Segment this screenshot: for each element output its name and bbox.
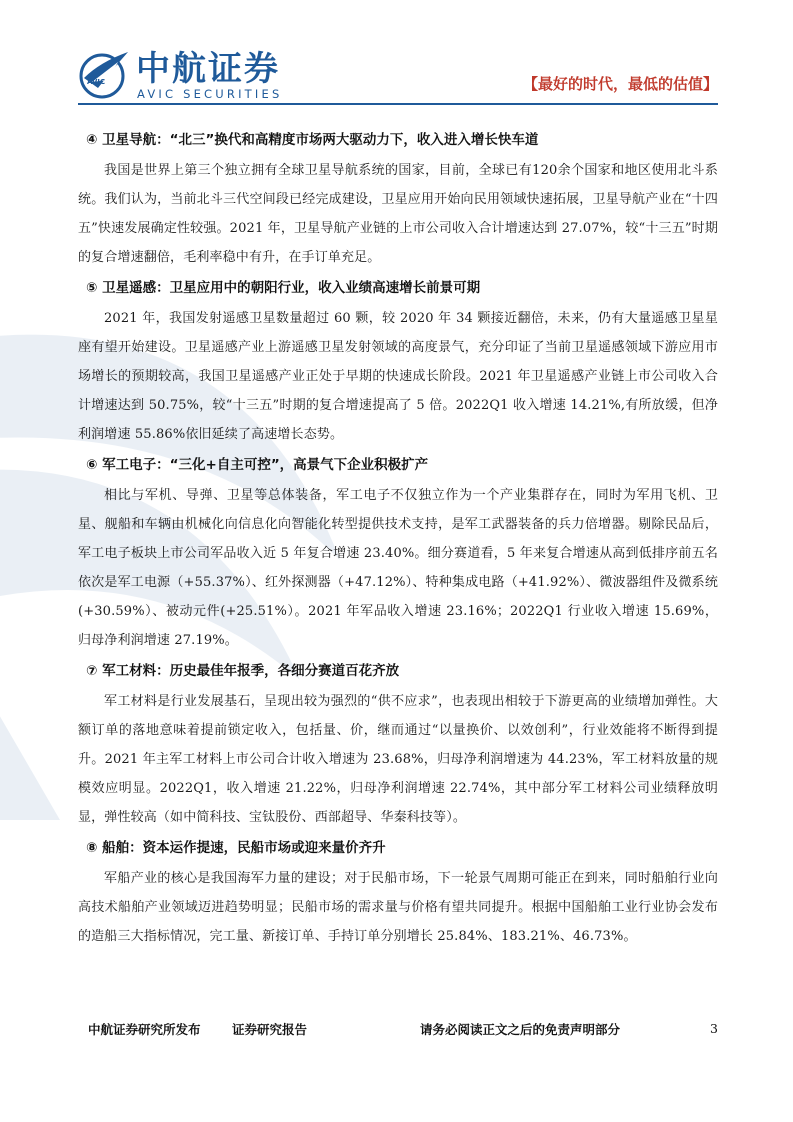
- section-satellite-remote-sensing: [78, 278, 718, 449]
- footer-disclaimer: 请务必阅读正文之后的免责声明部分: [420, 1022, 621, 1037]
- section-paragraph: 2021 年，我国发射遥感卫星数量超过 60 颗，较 2020 年 34 颗接近翻倍，未来，仍有大量遥感卫星星座有望开始建设。卫星遥感产业上游遥感卫星发射领域的高度景气，充分印证了当前卫星遥感领域下游应用市场增长的预期较高，我国卫星遥感产业正处于早期的快速成长阶段。2021 年卫星遥感产业链上市公司收入合计增速达到 50.75%，较“十三五”时期的复合增速提高了 5 倍。2022Q1 收入增速 14.21%,有所放缓，但净利润增速 55.86%依旧延续了高速增长态势。: [78, 311, 718, 442]
- page-header: [78, 48, 718, 104]
- footer-report-type: 证券研究报告: [232, 1022, 308, 1037]
- section-title: ⑧ 船舶：资本运作提速，民船市场或迎来量价齐升: [86, 840, 386, 856]
- section-satellite-navigation: [78, 130, 718, 272]
- brand-name-en: AVIC SECURITIES: [137, 87, 283, 101]
- section-title: ④ 卫星导航：“北三”换代和高精度市场两大驱动力下，收入进入增长快车道: [86, 132, 539, 148]
- header-divider: [78, 103, 718, 105]
- section-paragraph: 军工材料是行业发展基石，呈现出较为强烈的“供不应求”，也表现出相较于下游更高的业绩增加弹性。大额订单的落地意味着提前锁定收入，包括量、价，继而通过“以量换价、以效创利”，行业效能将不断得到提升。2021 年主军工材料上市公司合计收入增速为 23.68%，归母净利润增速为 44.23%，军工材料放量的规模效应明显。2022Q1，收入增速 21.22%，归母净利润增速 22.74%，其中部分军工材料公司业绩释放明显，弹性较高（如中简科技、宝钛股份、西部超导、华秦科技等）。: [78, 694, 718, 825]
- section-paragraph: 军船产业的核心是我国海军力量的建设；对于民船市场，下一轮景气周期可能正在到来，同时船舶行业向高技术船舶产业领域迈进趋势明显；民船市场的需求量与价格有望共同提升。根据中国船舶工业行业协会发布的造船三大指标情况，完工量、新接订单、手持订单分别增长 25.84%、183.21%、46.73%。: [78, 871, 718, 944]
- avic-logo-icon: [78, 48, 130, 100]
- page-number: 3: [710, 1021, 718, 1036]
- section-title: ⑤ 卫星遥感：卫星应用中的朝阳行业，收入业绩高速增长前景可期: [86, 280, 481, 296]
- logo-text: AVIC: [87, 78, 106, 86]
- section-military-materials: [78, 661, 718, 832]
- header-slogan: 【最好的时代，最低的估值】: [522, 75, 718, 93]
- section-military-electronics: [78, 455, 718, 655]
- page-footer: [88, 1020, 718, 1040]
- section-paragraph: 相比与军机、导弹、卫星等总体装备，军工电子不仅独立作为一个产业集群存在，同时为军用飞机、卫星、舰船和车辆由机械化向信息化向智能化转型提供技术支持，是军工武器装备的兵力倍增器。剔除民品后，军工电子板块上市公司军品收入近 5 年复合增速 23.40%。细分赛道看，5 年来复合增速从高到低排序前五名依次是军工电源（+55.37%）、红外探测器（+47.12%）、特种集成电路（+41.92%）、微波器组件及微系统(+30.59%）、被动元件(+25.51%）。2021 年军品收入增速 23.16%；2022Q1 行业收入增速 15.69%，归母净利润增速 27.19%。: [78, 488, 718, 648]
- brand-name-cn: 中航证券: [136, 49, 280, 89]
- report-body: [78, 130, 718, 957]
- footer-publisher: 中航证券研究所发布: [88, 1022, 201, 1037]
- section-title: ⑥ 军工电子：“三化+自主可控”，高景气下企业积极扩产: [86, 457, 429, 473]
- section-title: ⑦ 军工材料：历史最佳年报季，各细分赛道百花齐放: [86, 663, 400, 679]
- section-shipbuilding: [78, 838, 718, 951]
- section-paragraph: 我国是世界上第三个独立拥有全球卫星导航系统的国家，目前，全球已有120余个国家和地区使用北斗系统。我们认为，当前北斗三代空间段已经完成建设，卫星应用开始向民用领域快速拓展，卫星导航产业在“十四五”快速发展确定性较强。2021 年，卫星导航产业链的上市公司收入合计增速达到 27.07%，较“十三五”时期的复合增速翻倍，毛利率稳中有升，在手订单充足。: [78, 163, 718, 265]
